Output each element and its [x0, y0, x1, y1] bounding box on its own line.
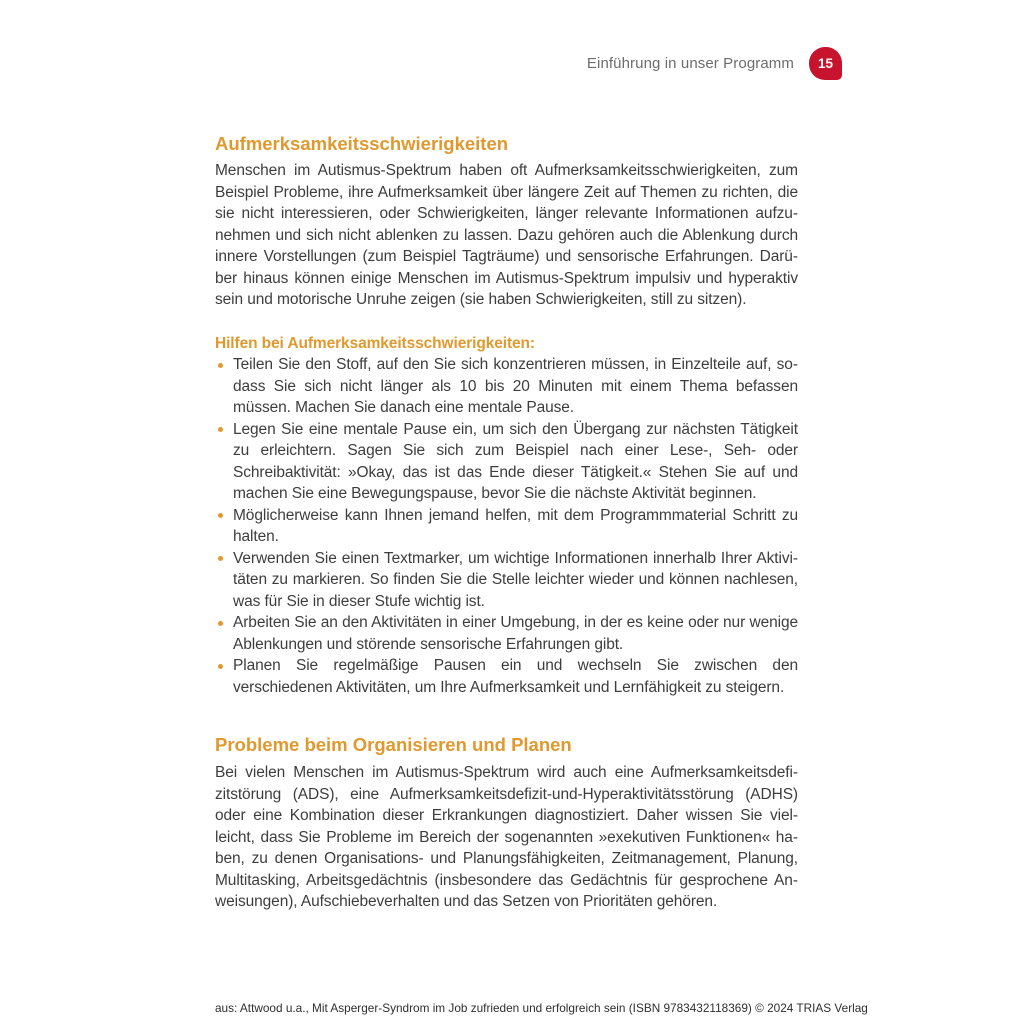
helps-bullet-list	[215, 354, 798, 698]
bullet-item: Verwenden Sie einen Textmarker, um wichtige Informationen innerhalb Ihrer Aktivitäten zu markieren. So finden Sie die Stelle leichter wieder und können nachlesen, was für Sie in dieser Stufe wichtig ist.	[215, 548, 798, 613]
footer-credit: aus: Attwood u.a., Mit Asperger-Syndrom im Job zufrieden und erfolgreich sein (ISBN 9783432118369) © 2024 TRIAS Verlag	[215, 1001, 868, 1015]
running-head	[587, 47, 842, 80]
section-attention-paragraph: Menschen im Autismus-Spektrum haben oft Aufmerksamkeitsschwierigkeiten, zum Beispiel Probleme, ihre Aufmerksamkeit über längere Zeit auf Themen zu richten, die sie nicht interessieren, oder Schwierigkeiten, länger relevante Informationen aufzunehmen und sich nicht ablenken zu lassen. Dazu gehören auch die Ablenkung durch innere Vorstellungen (zum Beispiel Tagträume) und sensorische Erfahrungen. Darüber hinaus können einige Menschen im Autismus-Spektrum impulsiv und hyperaktiv sein und motorische Unruhe zeigen (sie haben Schwierigkeiten, still zu sitzen).	[215, 162, 798, 308]
section-organizing-paragraph: Bei vielen Menschen im Autismus-Spektrum wird auch eine Aufmerksamkeitsdefizitstörung (ADS), eine Aufmerksamkeitsdefizit-und-Hyperaktivitätsstörung (ADHS) oder eine Kombination dieser Erkrankungen diagnostiziert. Daher wissen Sie vielleicht, dass Sie Probleme im Bereich der sogenannten »exekutiven Funktionen« haben, zu denen Organisations- und Planungsfähigkeiten, Zeitmanagement, Planung, Multitasking, Arbeitsgedächtnis (insbesondere das Gedächtnis für gesprochene Anweisungen), Aufschiebeverhalten und das Setzen von Prioritäten gehören.	[215, 764, 798, 910]
bullet-item: Möglicherweise kann Ihnen jemand helfen, mit dem Programmmaterial Schritt zu halten.	[215, 505, 798, 548]
section-attention-title: Aufmerksamkeitsschwierigkeiten	[215, 133, 509, 154]
bullet-item: Planen Sie regelmäßige Pausen ein und wechseln Sie zwischen den verschiedenen Aktivitäten, um Ihre Aufmerksamkeit und Lernfähigkeit zu steigern.	[215, 655, 798, 698]
section-organizing-title: Probleme beim Organisieren und Planen	[215, 734, 572, 755]
helps-subheading: Hilfen bei Aufmerksamkeitsschwierigkeiten:	[215, 334, 535, 352]
text-column	[215, 133, 798, 913]
bullet-item: Arbeiten Sie an den Aktivitäten in einer Umgebung, in der es keine oder nur wenige Ablenkungen und störende sensorische Erfahrungen gibt.	[215, 612, 798, 655]
bullet-item: Legen Sie eine mentale Pause ein, um sich den Übergang zur nächsten Tätigkeit zu erleichtern. Sagen Sie sich zum Beispiel nach einer Lese-, Seh- oder Schreibaktivität: »Okay, das ist das Ende dieser Tätigkeit.« Stehen Sie auf und machen Sie eine Bewegungspause, bevor Sie die nächste Aktivität beginnen.	[215, 419, 798, 505]
running-title: Einführung in unser Programm	[586, 55, 794, 72]
page-number-badge: 15	[809, 47, 842, 80]
bullet-item: Teilen Sie den Stoff, auf den Sie sich konzentrieren müssen, in Einzelteile auf, sodass Sie sich nicht länger als 10 bis 20 Minuten mit einem Thema befassen müssen. Machen Sie danach eine mentale Pause.	[215, 354, 798, 419]
